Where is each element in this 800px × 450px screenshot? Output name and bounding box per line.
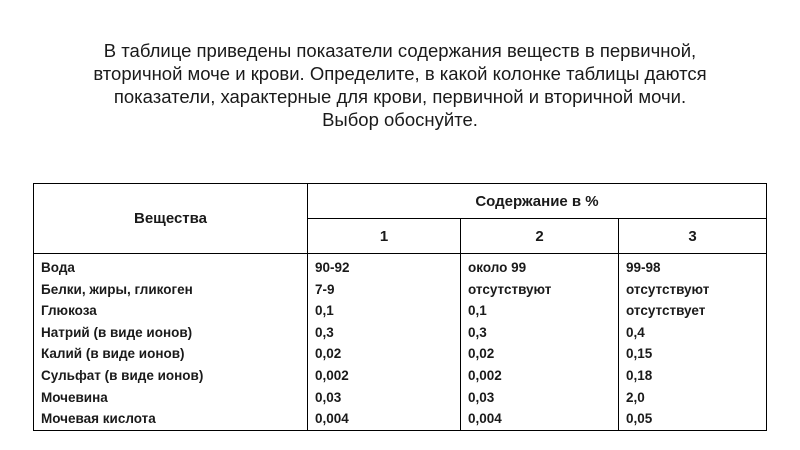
table-cell-value: Белки, жиры, гликоген	[41, 281, 193, 297]
table-cell-value: отсутствуют	[468, 281, 552, 297]
table-cell-value: Калий (в виде ионов)	[41, 346, 185, 362]
column-3-cell	[619, 254, 767, 431]
column-2-values	[461, 254, 618, 430]
table-cell-value: 2,0	[626, 389, 645, 405]
table-cell-value: отсутствует	[626, 303, 706, 319]
table-cell-value: Мочевина	[41, 389, 108, 405]
table-cell-value: 0,4	[626, 324, 645, 340]
table-cell-value: 99-98	[626, 260, 661, 275]
table-cell-value: 0,02	[468, 346, 495, 362]
column-2-cell	[461, 254, 619, 431]
table-cell-value: 0,004	[468, 411, 502, 427]
table-cell-value: отсутствуют	[626, 281, 710, 297]
table-cell-value: 0,1	[315, 303, 334, 319]
column-label-1: 1	[308, 219, 461, 254]
table-cell-value: 0,15	[626, 346, 653, 362]
column-1-values	[308, 254, 460, 430]
header-row	[34, 184, 767, 219]
table-cell-value: около 99	[468, 260, 527, 275]
table-cell-value: 0,3	[315, 324, 334, 340]
table-cell-value: Сульфат (в виде ионов)	[41, 367, 204, 383]
table-cell-value: 0,02	[315, 346, 342, 362]
table-cell-value: Вода	[41, 260, 75, 275]
table-cell-value: 0,002	[468, 367, 502, 383]
table-cell-value: 0,03	[468, 389, 495, 405]
table-cell-value: 0,05	[626, 411, 653, 427]
substances-cell	[34, 254, 308, 431]
substances-list	[34, 254, 307, 430]
table-cell-value: 0,18	[626, 367, 653, 383]
column-1-cell	[308, 254, 461, 431]
column-label-2: 2	[461, 219, 619, 254]
table-cell-value: 0,3	[468, 324, 487, 340]
table-cell-value: Мочевая кислота	[41, 411, 156, 427]
table-cell-value: Натрий (в виде ионов)	[41, 324, 193, 340]
header-content: Содержание в %	[308, 184, 767, 219]
table-cell-value: 0,1	[468, 303, 487, 319]
header-substances: Вещества	[34, 184, 308, 254]
column-3-values	[619, 254, 766, 430]
question-text: В таблице приведены показатели содержания веществ в первичной, вторичной моче и крови. Определите, в какой колонке таблицы даются показатели, характерные для крови, первичной и вторичной мочи. Выбор обоснуйте.	[93, 40, 707, 130]
table-cell-value: 0,002	[315, 367, 349, 383]
data-row	[34, 254, 767, 431]
column-label-3: 3	[619, 219, 767, 254]
table-cell-value: 0,004	[315, 411, 349, 427]
table-cell-value: Глюкоза	[41, 303, 97, 319]
table-cell-value: 7-9	[315, 281, 335, 297]
table-cell-value: 0,03	[315, 389, 342, 405]
substances-table	[33, 183, 767, 431]
table-cell-value: 90-92	[315, 260, 350, 275]
